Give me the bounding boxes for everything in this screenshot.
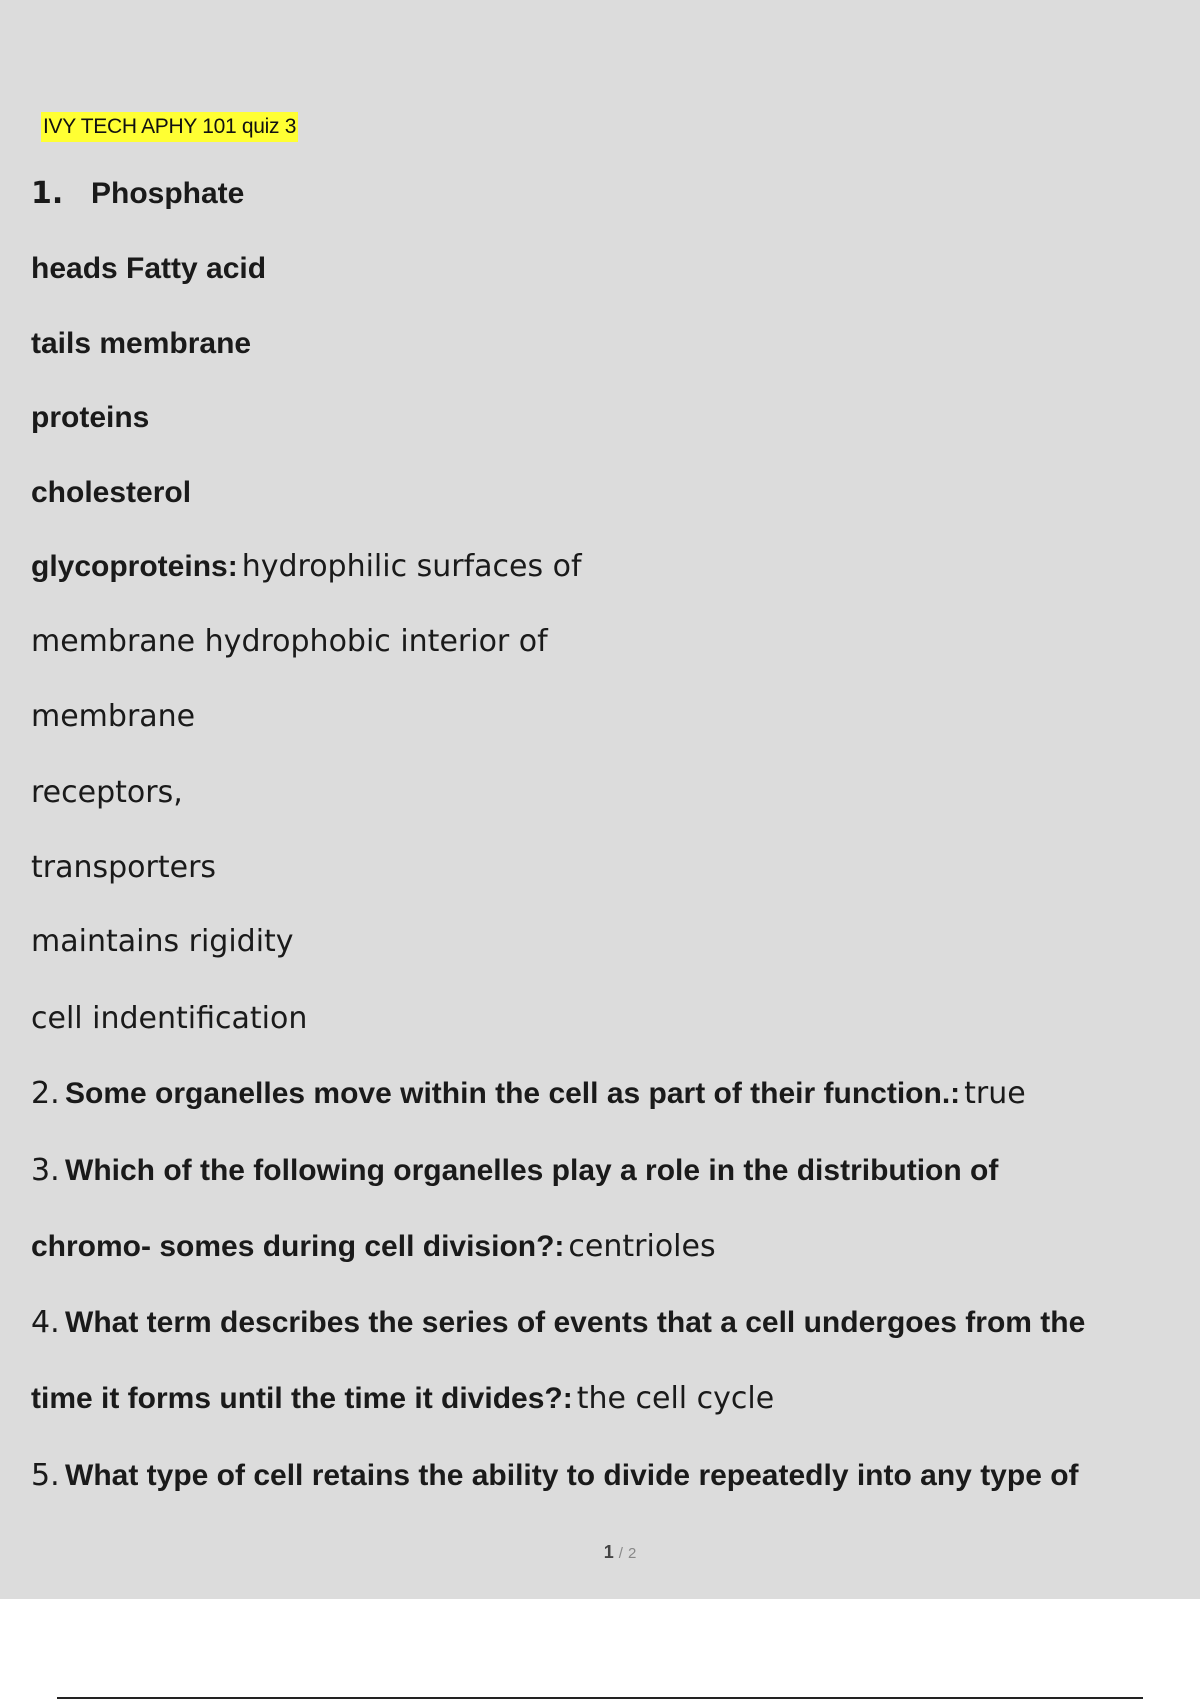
q2-question: Some organelles move within the cell as part of their function.:	[65, 1077, 961, 1110]
q3-question: Which of the following organelles play a role in the distribution of	[65, 1154, 999, 1187]
document-title: IVY TECH APHY 101 quiz 3	[41, 112, 298, 142]
q1-answer: membrane	[31, 699, 196, 734]
q1-term: Phosphate	[91, 177, 245, 210]
q4-question: What term describes the series of events that a cell undergoes from the	[65, 1306, 1086, 1339]
q3-line-1	[31, 1151, 998, 1191]
page-number	[0, 1542, 1200, 1563]
page-divider	[57, 1697, 1143, 1699]
q3-answer: centrioles	[568, 1229, 716, 1264]
q4-question: time it forms until the time it divides?:	[31, 1382, 573, 1415]
q1-term: cholesterol	[31, 476, 192, 509]
q1-answer: maintains rigidity	[31, 924, 294, 959]
q4-line-2	[31, 1379, 774, 1419]
q1-number: 1.	[31, 176, 64, 211]
q2-answer: true	[964, 1076, 1026, 1111]
page-separator: /	[618, 1545, 623, 1562]
q1-answer: receptors,	[31, 775, 183, 810]
q2-number: 2.	[31, 1076, 60, 1111]
current-page: 1	[603, 1542, 614, 1562]
q3-question: chromo- somes during cell division?:	[31, 1230, 565, 1263]
q1-answer: hydrophilic surfaces of	[241, 549, 582, 584]
q4-answer: the cell cycle	[576, 1381, 775, 1416]
q3-line-2	[31, 1227, 716, 1267]
q3-number: 3.	[31, 1153, 60, 1188]
q1-answer: membrane hydrophobic interior of	[31, 624, 548, 659]
total-pages: 2	[627, 1545, 637, 1562]
q5-question: What type of cell retains the ability to divide repeatedly into any type of	[65, 1459, 1079, 1492]
q4-line-1	[31, 1303, 1085, 1343]
q1-term: proteins	[31, 401, 150, 434]
q1-line-1	[31, 174, 244, 214]
q4-number: 4.	[31, 1305, 60, 1340]
q1-term: heads Fatty acid	[31, 252, 267, 285]
q5-number: 5.	[31, 1458, 60, 1493]
q1-term: glycoproteins:	[31, 550, 238, 583]
q2-line	[31, 1074, 1026, 1114]
q1-term: tails membrane	[31, 327, 252, 360]
q1-answer: cell indentification	[31, 1001, 308, 1036]
q1-answer: transporters	[31, 850, 217, 885]
q1-line-glycoproteins	[31, 547, 582, 587]
q5-line-1	[31, 1456, 1079, 1496]
